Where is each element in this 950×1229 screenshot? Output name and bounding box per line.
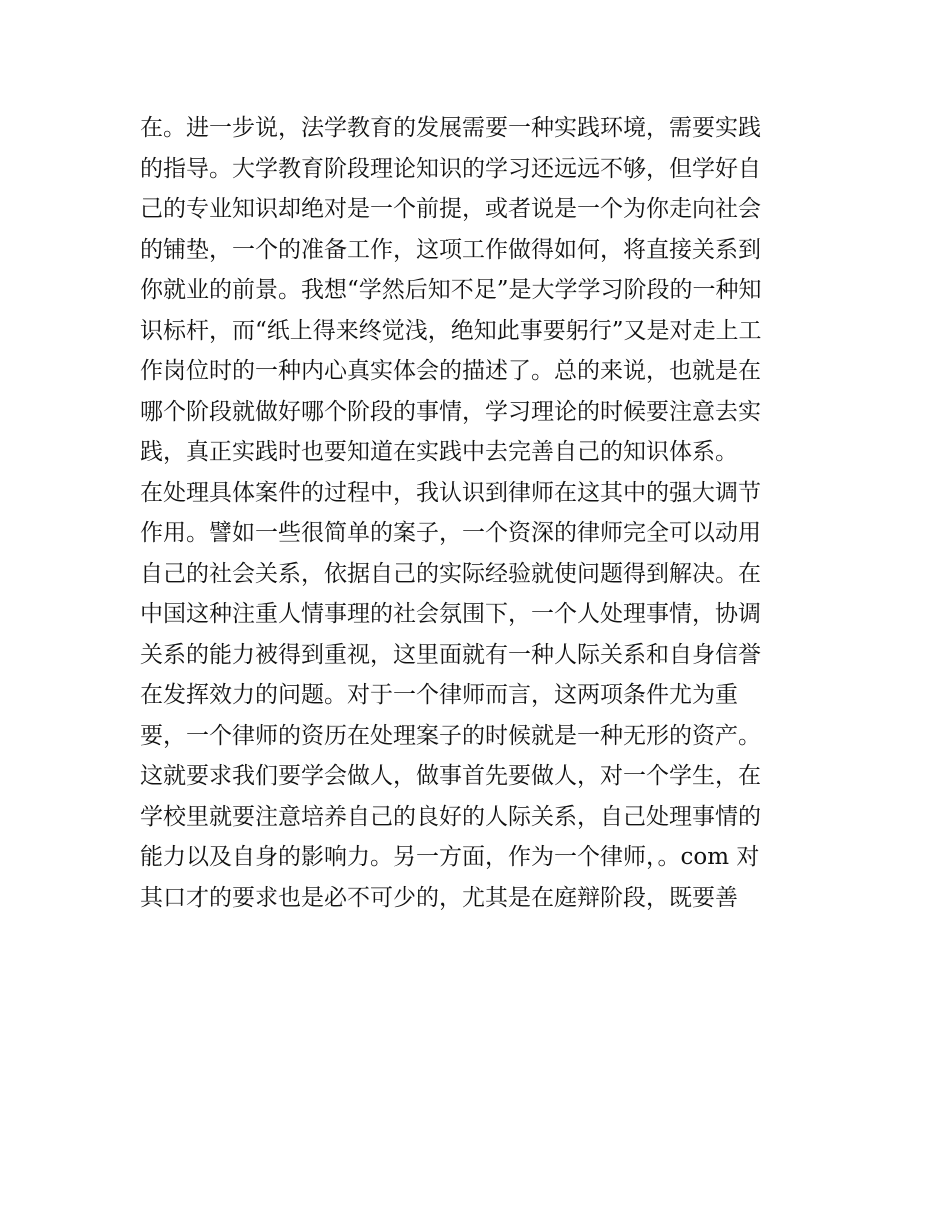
text-line: 在发挥效力的问题。对于一个律师而言，这两项条件尤为重 [140, 682, 738, 708]
text-line: 这就要求我们要学会做人，做事首先要做人，对一个学生，在 [140, 763, 761, 789]
text-line: 践，真正实践时也要知道在实践中去完善自己的知识体系。 [140, 439, 738, 465]
text-line: 的指导。大学教育阶段理论知识的学习还远远不够，但学好自 [140, 155, 761, 182]
text-line: 作用。譬如一些很简单的案子，一个资深的律师完全可以动用 [140, 520, 761, 546]
body-text [140, 108, 820, 918]
text-line: 其口才的要求也是必不可少的，尤其是在庭辩阶段，既要善 [140, 884, 738, 911]
text-line: 你就业的前景。我想“学然后知不足”是大学学习阶段的一种知 [140, 277, 762, 303]
text-line: 在处理具体案件的过程中，我认识到律师在这其中的强大调节 [140, 479, 761, 506]
text-line: 学校里就要注意培养自己的良好的人际关系，自己处理事情的 [140, 803, 761, 830]
text-line: 己的专业知识却绝对是一个前提，或者说是一个为你走向社会 [140, 196, 761, 222]
text-line: 中国这种注重人情事理的社会氛围下，一个人处理事情，协调 [140, 601, 761, 627]
text-line: 识标杆，而“纸上得来终觉浅，绝知此事要躬行”又是对走上工 [140, 317, 762, 344]
text-line: 关系的能力被得到重视，这里面就有一种人际关系和自身信誉 [140, 641, 761, 668]
text-line: 自己的社会关系，依据自己的实际经验就使问题得到解决。在 [140, 560, 761, 587]
text-line: 要，一个律师的资历在处理案子的时候就是一种无形的资产。 [140, 722, 761, 749]
text-line: 在。进一步说，法学教育的发展需要一种实践环境，需要实践 [140, 115, 761, 141]
text-line: 作岗位时的一种内心真实体会的描述了。总的来说，也就是在 [140, 358, 761, 384]
text-line: 的铺垫，一个的准备工作，这项工作做得如何，将直接关系到 [140, 236, 761, 263]
text-line: 能力以及自身的影响力。另一方面，作为一个律师，。com 对 [140, 844, 760, 870]
text-line: 哪个阶段就做好哪个阶段的事情，学习理论的时候要注意去实 [140, 398, 761, 425]
